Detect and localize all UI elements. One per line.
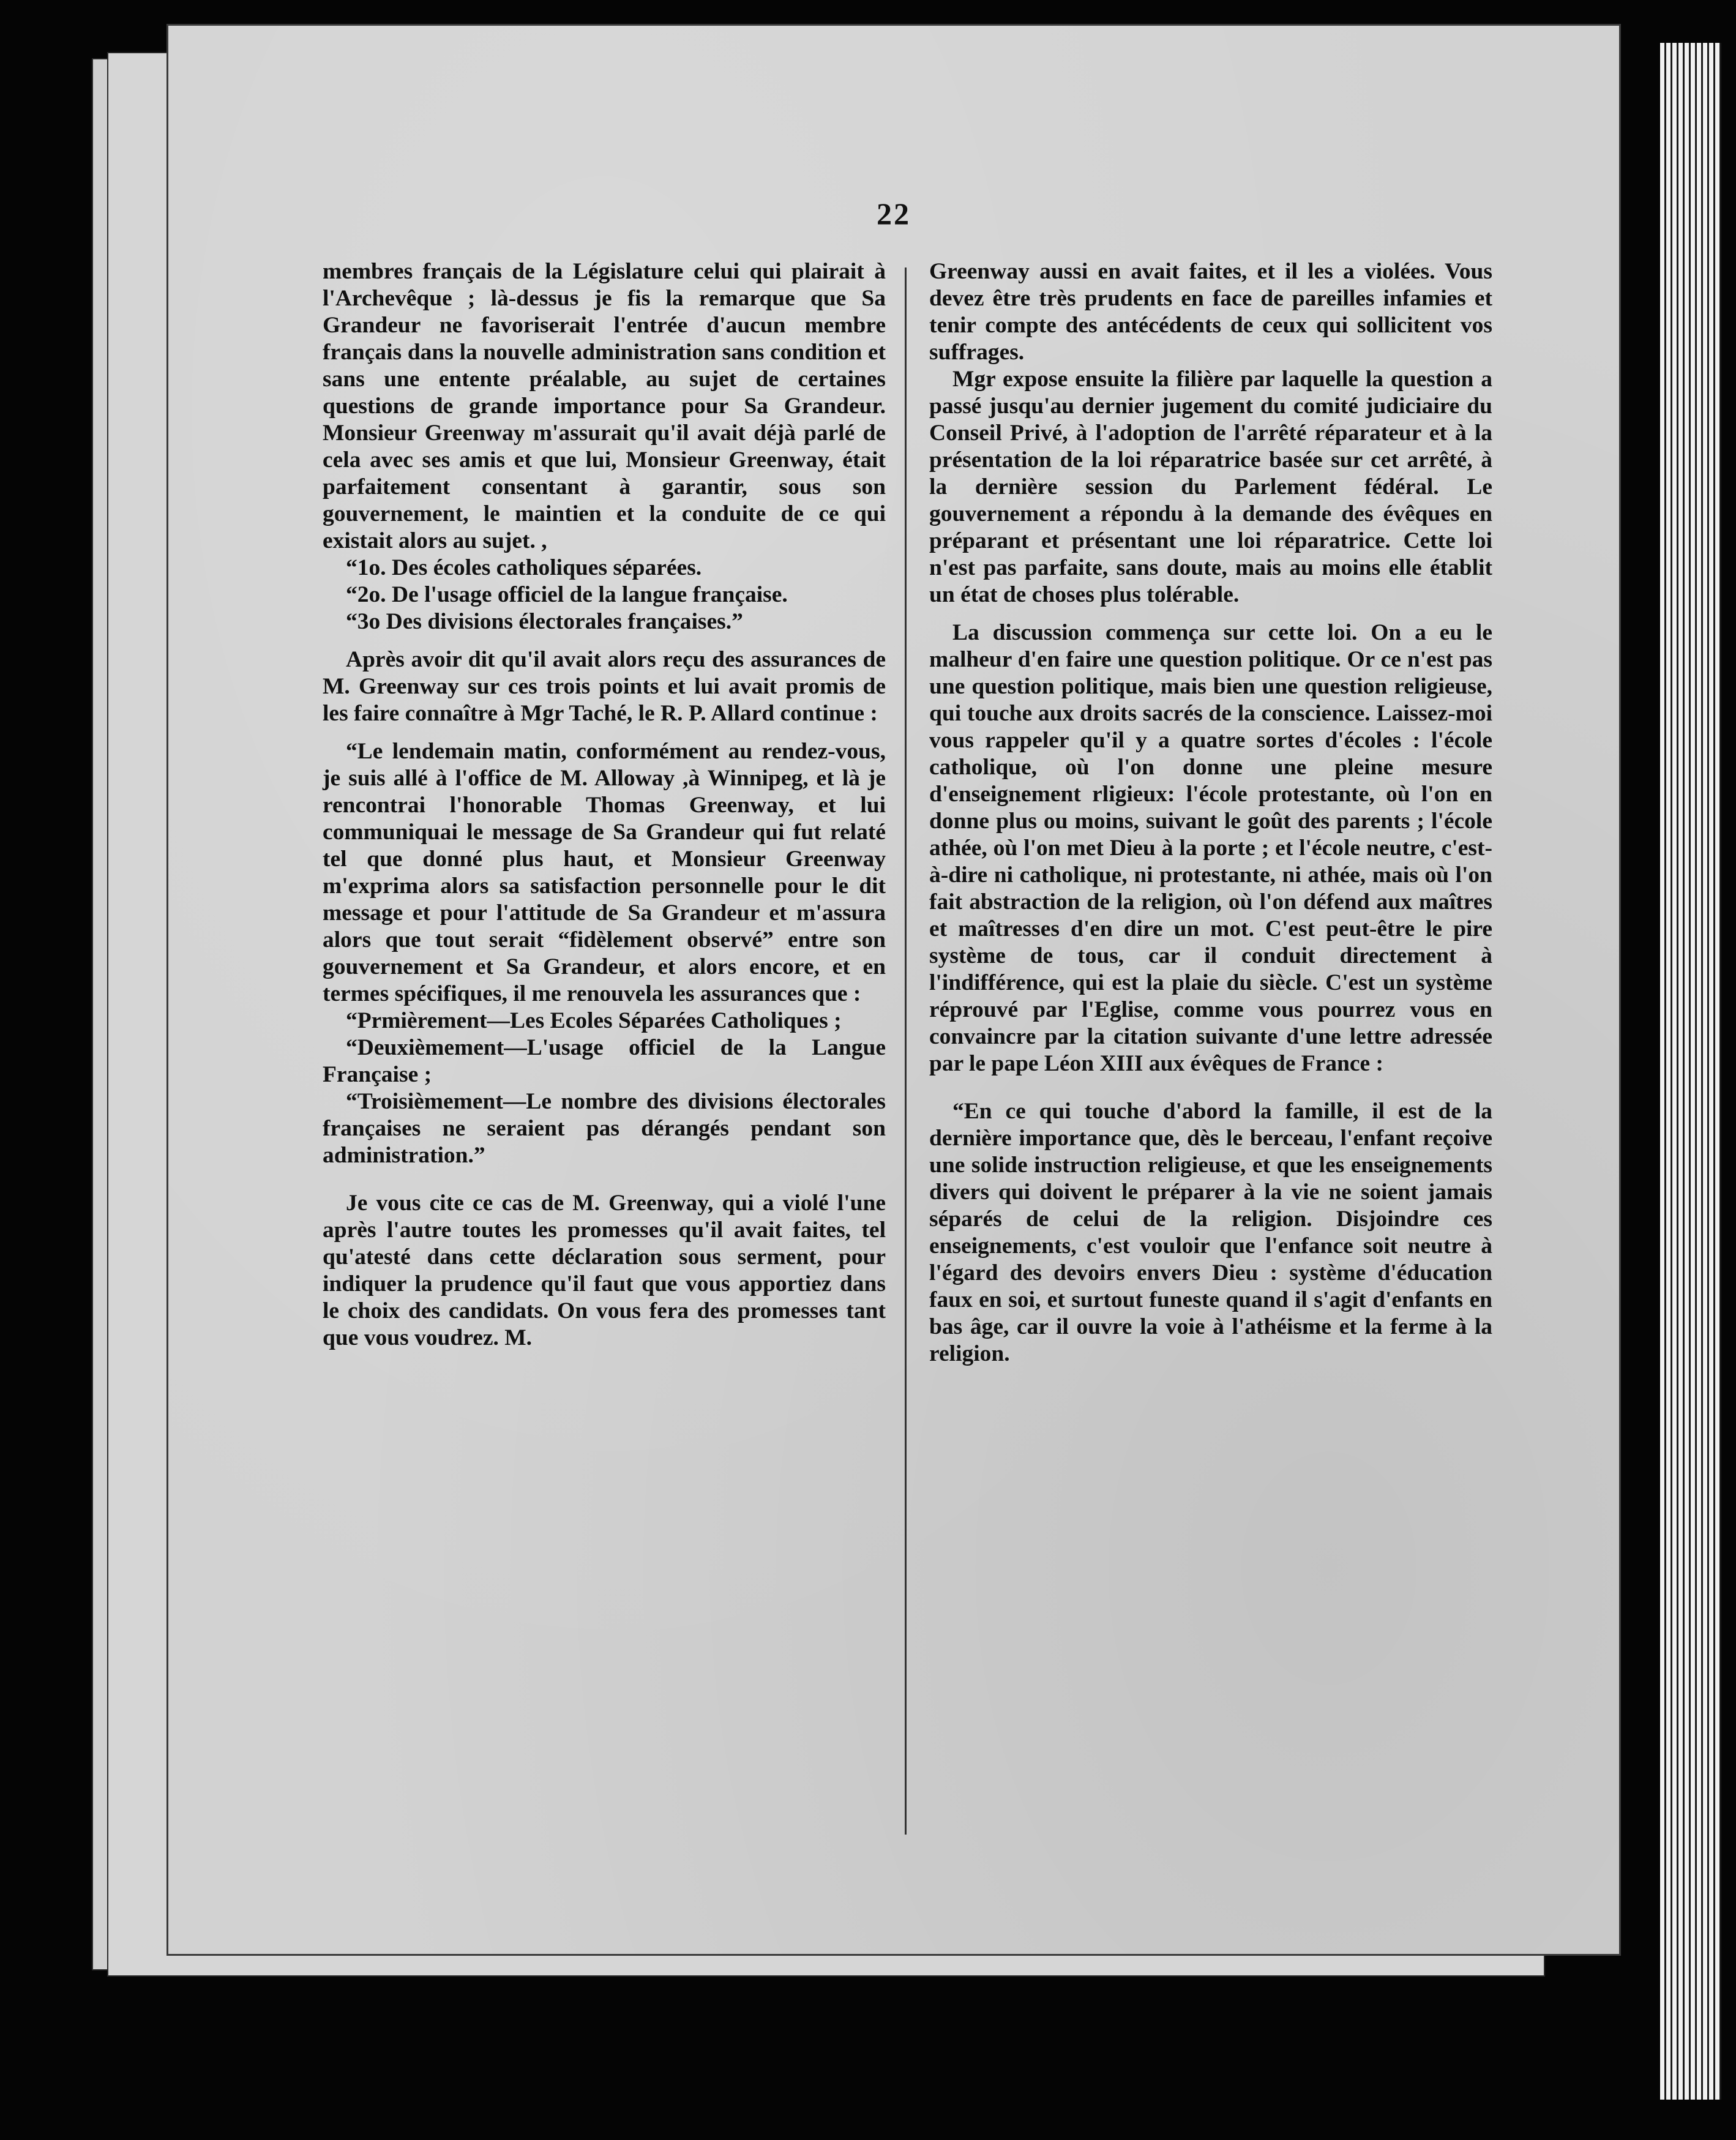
paragraph: “Troisièmement—Le nombre des divisions électorales françaises ne seraient pas dérangés pendant son administration.” — [323, 1089, 886, 1168]
paragraph: “2o. De l'usage officiel de la langue française. — [346, 582, 788, 607]
paragraph: “1o. Des écoles catholiques séparées. — [346, 555, 702, 580]
document-page — [168, 26, 1619, 1954]
paragraph: “3o Des divisions électorales françaises.” — [346, 609, 743, 634]
paragraph: membres français de la Législature celui qui plairait à l'Archevêque ; là-dessus je fis la remarque que Sa Grandeur ne favoriserait l'entrée d'aucun membre français dans la nouvelle administration sans condition et sans une entente préalable, au sujet de certaines questions de grande importance pour Sa Grandeur. Monsieur Greenway m'assurait qu'il avait déjà parlé de cela avec ses amis et que lui, Monsieur Greenway, était parfaitement consentant à garantir, sous son gouvernement, le maintien et la conduite de ce qui existait alors au sujet. , — [323, 259, 886, 553]
right-text-column — [929, 258, 1492, 1367]
book-page-edges — [1660, 43, 1721, 2100]
paragraph: “En ce qui touche d'abord la famille, il est de la dernière importance que, dès le berceau, l'enfant reçoive une solide instruction religieuse, et que les enseignements divers qui doivent le préparer à la vie ne soient jamais séparés de celui de la religion. Disjoindre ces enseignements, c'est vouloir que l'enfance soit neutre à l'égard des devoirs envers Dieu : système d'éducation faux en soi, et surtout funeste quand il s'agit d'enfants en bas âge, car il ouvre la voie à l'athéisme et la ferme à la religion. — [929, 1099, 1492, 1366]
paragraph: “Prmièrement—Les Ecoles Séparées Catholiques ; — [346, 1008, 842, 1033]
page-number: 22 — [877, 196, 911, 231]
column-divider — [905, 268, 907, 1835]
paragraph: Mgr expose ensuite la filière par laquelle la question a passé jusqu'au dernier jugement du comité judiciaire du Conseil Privé, à l'adoption de l'arrêté réparateur et à la présentation de la loi réparatrice basée sur cet arrêté, à la dernière session du Parlement fédéral. Le gouvernement a répondu à la demande des évêques en préparant et présentant une loi réparatrice. Cette loi n'est pas parfaite, sans doute, mais au moins elle établit un état de choses plus tolérable. — [929, 367, 1492, 607]
left-text-column — [323, 258, 886, 1352]
paragraph: Je vous cite ce cas de M. Greenway, qui a violé l'une après l'autre toutes les promesses qu'il avait faites, tel qu'atesté dans cette déclaration sous serment, pour indiquer la prudence qu'il faut que vous apportiez dans le choix des candidats. On vous fera des promesses tant que vous voudrez. M. — [323, 1191, 886, 1350]
paragraph: “Deuxièmement—L'usage officiel de la Langue Française ; — [323, 1035, 886, 1087]
paragraph: “Le lendemain matin, conformément au rendez-vous, je suis allé à l'office de M. Alloway ,à Winnipeg, et là je rencontrai l'honorable Thomas Greenway, et lui communiquai le message de Sa Grandeur qui fut relaté tel que donné plus haut, et Monsieur Greenway m'exprima alors sa satisfaction personnelle pour le dit message et pour l'attitude de Sa Grandeur et m'assura alors que tout serait “fidèlement observé” entre son gouvernement et Sa Grandeur, et alors encore, et en termes spécifiques, il me renouvela les assurances que : — [323, 739, 886, 1006]
paragraph: La discussion commença sur cette loi. On a eu le malheur d'en faire une question politique. Or ce n'est pas une question politique, mais bien une question religieuse, qui touche aux droits sacrés de la conscience. Laissez-moi vous rappeler qu'il y a quatre sortes d'écoles : l'école catholique, où l'on donne une pleine mesure d'enseignement rligieux: l'école protestante, où l'on en donne plus ou moins, suivant le goût des parents ; l'école athée, où l'on met Dieu à la porte ; et l'école neutre, c'est-à-dire ni catholique, ni protestante, ni athée, mais où l'on fait abstraction de la religion, où l'on défend aux maîtres et maîtresses d'en dire un mot. C'est peut-être le pire système de tous, car il conduit directement à l'indifférence, qui est la plaie du siècle. C'est un système réprouvé par l'Eglise, comme vous pourrez vous en convaincre par la citation suivante d'une lettre adressée par le pape Léon XIII aux évêques de France : — [929, 620, 1492, 1076]
paragraph: Après avoir dit qu'il avait alors reçu des assurances de M. Greenway sur ces trois points et lui avait promis de les faire connaître à Mgr Taché, le R. P. Allard continue : — [323, 647, 886, 726]
paragraph: Greenway aussi en avait faites, et il les a violées. Vous devez être très prudents en face de pareilles infamies et tenir compte des antécédents de ceux qui sollicitent vos suffrages. — [929, 259, 1492, 365]
